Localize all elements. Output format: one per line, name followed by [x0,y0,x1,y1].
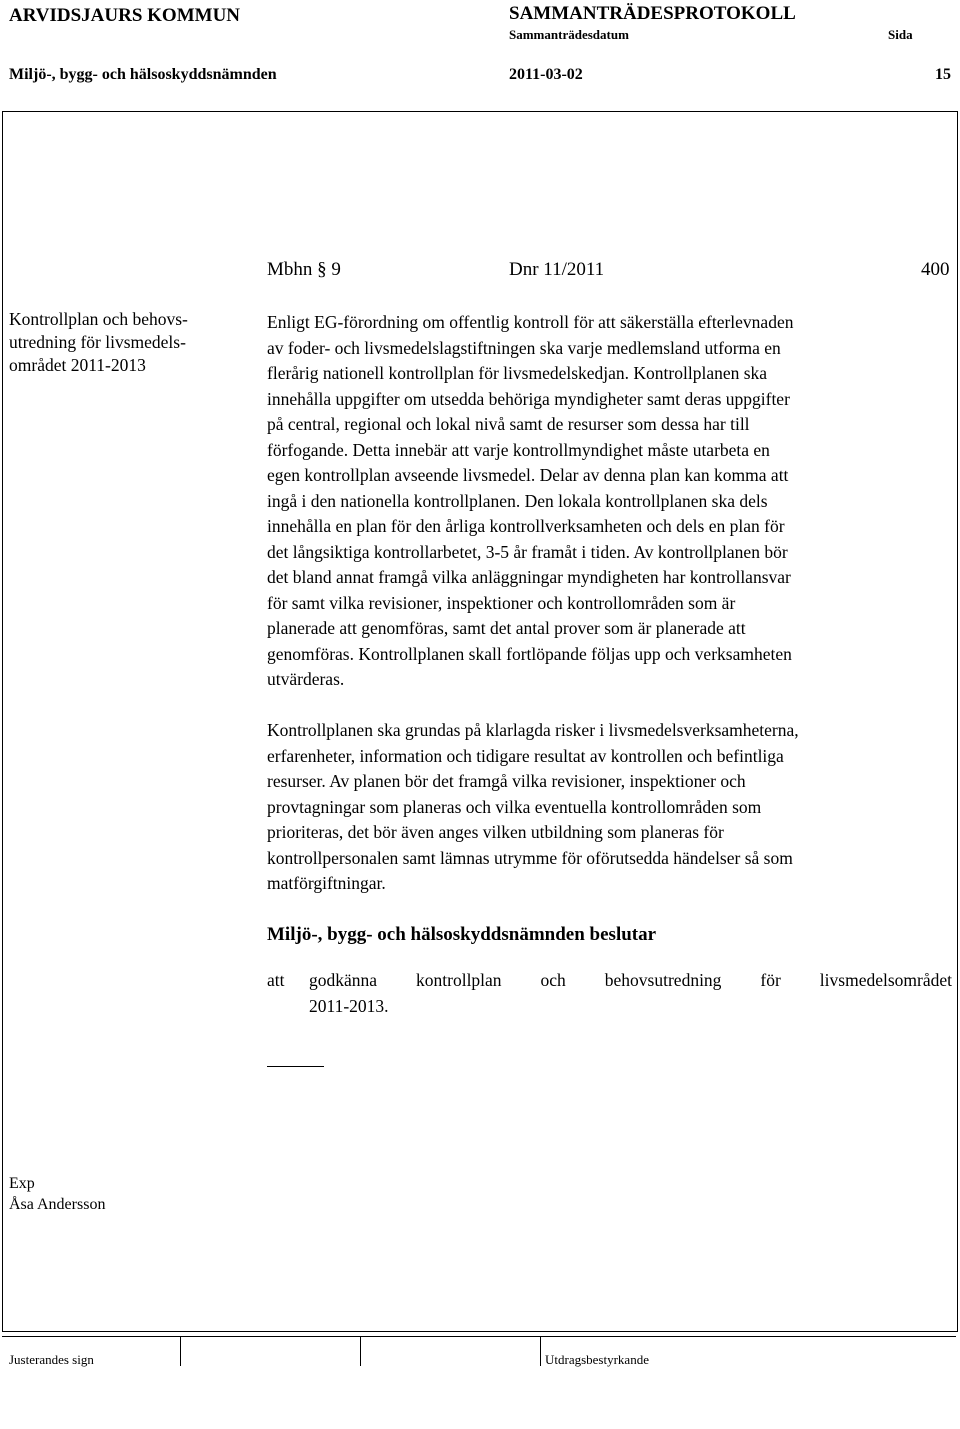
text-line: egen kontrollplan avseende livsmedel. Delar av denna plan kan komma att [267,465,789,485]
decision-att: att [267,970,285,990]
distribution-recipient: Åsa Andersson [9,1196,106,1213]
text-line: det långsiktiga kontrollarbetet, 3-5 år framåt i tiden. Av kontrollplanen bör [267,541,788,562]
text-line: Kontrollplanen ska grundas på klarlagda risker i livsmedelsverksamheterna, [267,720,799,740]
text-line: flerårig nationell kontrollplan för livsmedelskedjan. Kontrollplanen ska [267,363,768,383]
text-line: Enligt EG-förordning om offentlig kontroll för att säkerställa efterlevnaden [267,312,794,332]
text-line: resurser. Av planen bör det framgå vilka revisioner, inspektioner och [267,771,746,791]
text-line: på central, regional och lokal nivå samt de resurser som dessa har till [267,414,750,434]
decision-text-line-2: 2011-2013. [309,996,389,1016]
page-number: 15 [935,66,951,83]
text-line: innehålla uppgifter om utsedda behöriga myndigheter samt deras uppgifter [267,388,790,409]
text-line: prioriteras, det bör även anges vilken utbildning som planeras för [267,822,724,842]
footer-line [2,1336,956,1337]
decision-text-line-1: godkänna kontrollplan och behovsutredning för livsmedelsområdet [309,970,952,990]
text-line: planerade att genomföras, samt det antal prover som är planerade att [267,618,746,638]
meeting-date-label: Sammanträdesdatum [509,27,629,42]
side-heading-line: området 2011-2013 [9,355,146,375]
text-line: genomföras. Kontrollplanen skall fortlöpande följas upp och verksamheten [267,643,792,664]
distribution-label: Exp [9,1175,35,1192]
text-line: provtagningar som planeras och vilka eventuella kontrollområden som [267,796,762,817]
text-line: ingå i den nationella kontrollplanen. Den lokala kontrollplanen ska dels [267,490,768,511]
text-line: det bland annat framgå vilka anläggningar myndigheten har kontrollansvar [267,567,791,587]
text-line: kontrollpersonalen samt lämnas utrymme för oförutsedda händelser så som [267,847,793,868]
document-type: SAMMANTRÄDESPROTOKOLL [509,3,796,24]
footer-divider [540,1336,541,1366]
text-line: utvärderas. [267,669,345,689]
meeting-date: 2011-03-02 [509,66,583,83]
justering-label: Justerandes sign [9,1352,94,1367]
diary-number: Dnr 11/2011 [509,259,605,280]
text-line: innehålla en plan för den årliga kontrollverksamheten och dels en plan för [267,516,785,536]
body-paragraph-2 [267,718,957,897]
page-label: Sida [888,27,913,42]
footer-divider [180,1336,181,1366]
utdrag-label: Utdragsbestyrkande [545,1352,649,1367]
committee-name: Miljö-, bygg- och hälsoskyddsnämnden [9,66,277,83]
footer-divider [360,1336,361,1366]
separator-line [267,1066,324,1067]
side-heading-line: Kontrollplan och behovs- [9,309,188,329]
text-line: matförgiftningar. [267,873,386,893]
case-code: 400 [921,259,950,280]
text-line: av foder- och livsmedelslagstiftningen ska varje medlemsland utforma en [267,337,781,358]
text-line: för samt vilka revisioner, inspektioner och kontrollområden som är [267,592,736,613]
text-line: erfarenheter, information och tidigare resultat av kontrollen och befintliga [267,745,784,766]
body-paragraph-1 [267,310,957,693]
decision-heading: Miljö-, bygg- och hälsoskyddsnämnden beslutar [267,924,657,945]
side-heading [9,308,188,377]
municipality-name: ARVIDSJAURS KOMMUN [9,5,241,26]
text-line: förfogande. Detta innebär att varje kontrollmyndighet måste utarbeta en [267,439,770,460]
paragraph-number: Mbhn § 9 [267,259,341,280]
side-heading-line: utredning för livsmedels- [9,332,186,352]
